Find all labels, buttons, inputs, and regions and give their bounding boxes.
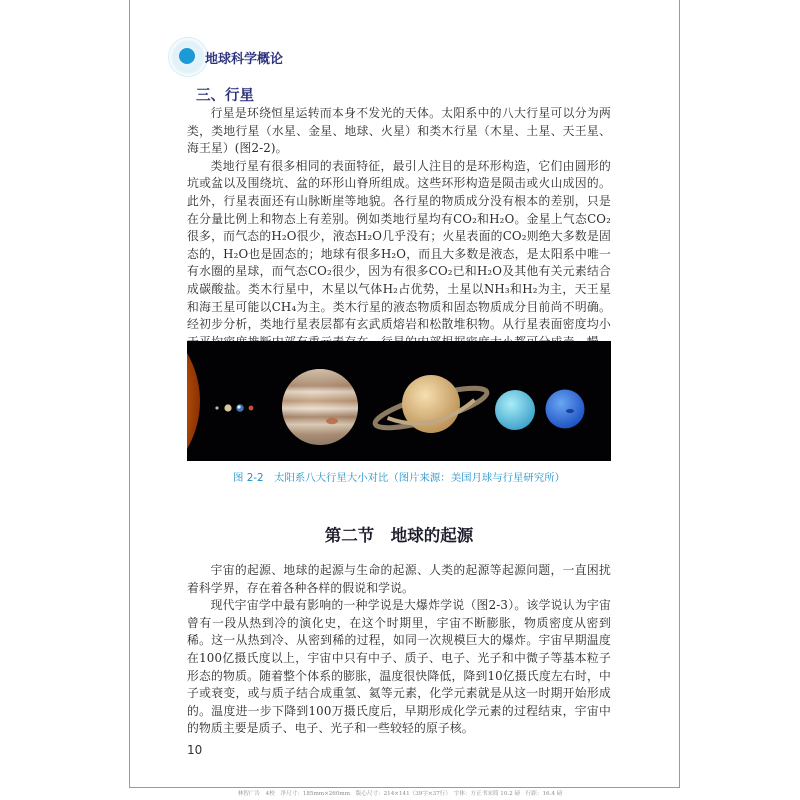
planets-illustration: [187, 341, 611, 461]
section-body: [187, 105, 611, 369]
running-header: [168, 37, 418, 77]
paragraph: 行星是环绕恒星运转而本身不发光的天体。太阳系中的八大行星可以分为两类，类地行星（水星、金星、地球、火星）和类木行星（木星、土星、天王星、海王星）(图2-2)。: [187, 106, 611, 156]
paragraph: 类地行星有很多相同的表面特征，最引人注目的是环形构造，它们由圆形的坑或盆以及围绕坑、盆的环形山脊所组成。这些环形构造是陨击或火山成因的。此外，行星表面还有山脉断崖等地貌。各行星的物质成分没有根本的差别，只是在分量比例上和物态上有差别。例如类地行星均有CO₂和H₂O。金星上气态CO₂很多，而气态的H₂O很少，液态H₂O几乎没有；火星表面的CO₂则绝大多数是固态的，H₂O也是固态的；地球有很多H₂O，而且大多数是液态，是太阳系中唯一有水圈的星球，而气态CO₂很少，因为有很多CO₂已和H₂O及其他有关元素结合成碳酸盐。类木行星中，木星以气体H₂占优势，土星以NH₃和H₂为主，天王星和海王星可能以CH₄为主。类木行星的液态物质和固态物质成分目前尚不明确。经初步分析，类地行星表层都有玄武质熔岩和松散堆积物。从行星表面密度均小: [187, 158, 611, 332]
uranus-icon: [495, 390, 535, 430]
page-number: 10: [187, 743, 203, 757]
section-heading: 三、行星: [196, 88, 254, 104]
paragraph: 宇宙的起源、地球的起源与生命的起源、人类的起源等起源问题，一直困扰着科学界，存在着各种各样的假说和学说。: [187, 563, 611, 595]
earth-icon: [236, 404, 244, 412]
neptune-icon: [546, 390, 585, 429]
solar-system-figure: [187, 341, 611, 461]
paragraph: 现代宇宙学中最有影响的一种学说是大爆炸学说（图2-3）。该学说认为宇宙曾有一段从热到冷的演化史，在这个时期里，宇宙不断膨胀，物质密度从密到稀。这一从热到冷、从密到稀的过程，如同一次规模巨大的爆炸。宇宙早期温度在100亿摄氏度以上，宇宙中只有中子、质子、电子、光子和中微子等基本粒子形态的物质。随着整个体系的膨胀，温度很快降低，降到10亿摄氏度左右时，中子或衰变，或与质子结合成重氢、氦等元素，化学元素就是从这一时期开始形成的。温度进一步下降到100万摄氏度后，早期形成化学元素的过程结束，宇宙中的物质主要是质子、电子、光子和一些较轻的原子核。: [187, 598, 611, 736]
mercury-icon: [215, 406, 218, 409]
header-dot-icon: [179, 48, 195, 64]
page-border-left: [129, 0, 130, 788]
page-border-right: [679, 0, 680, 788]
mars-icon: [249, 406, 254, 411]
jupiter-icon: [282, 369, 358, 445]
printer-imprint: 林智广告 4校 净尺寸：185mm×260mm 版心尺寸：214×141（39字×37行） 字体：方正书宋简 10.2 磅 行距：16.4 磅: [237, 791, 563, 797]
page-border-bottom: [129, 787, 680, 788]
venus-icon: [224, 404, 231, 411]
chapter-heading: 第二节 地球的起源: [324, 526, 474, 545]
book-title: 地球科学概论: [205, 52, 284, 67]
figure-caption: 图 2-2 太阳系八大行星大小对比（图片来源：美国月球与行星研究所）: [233, 472, 565, 484]
chapter-body: [187, 562, 611, 738]
